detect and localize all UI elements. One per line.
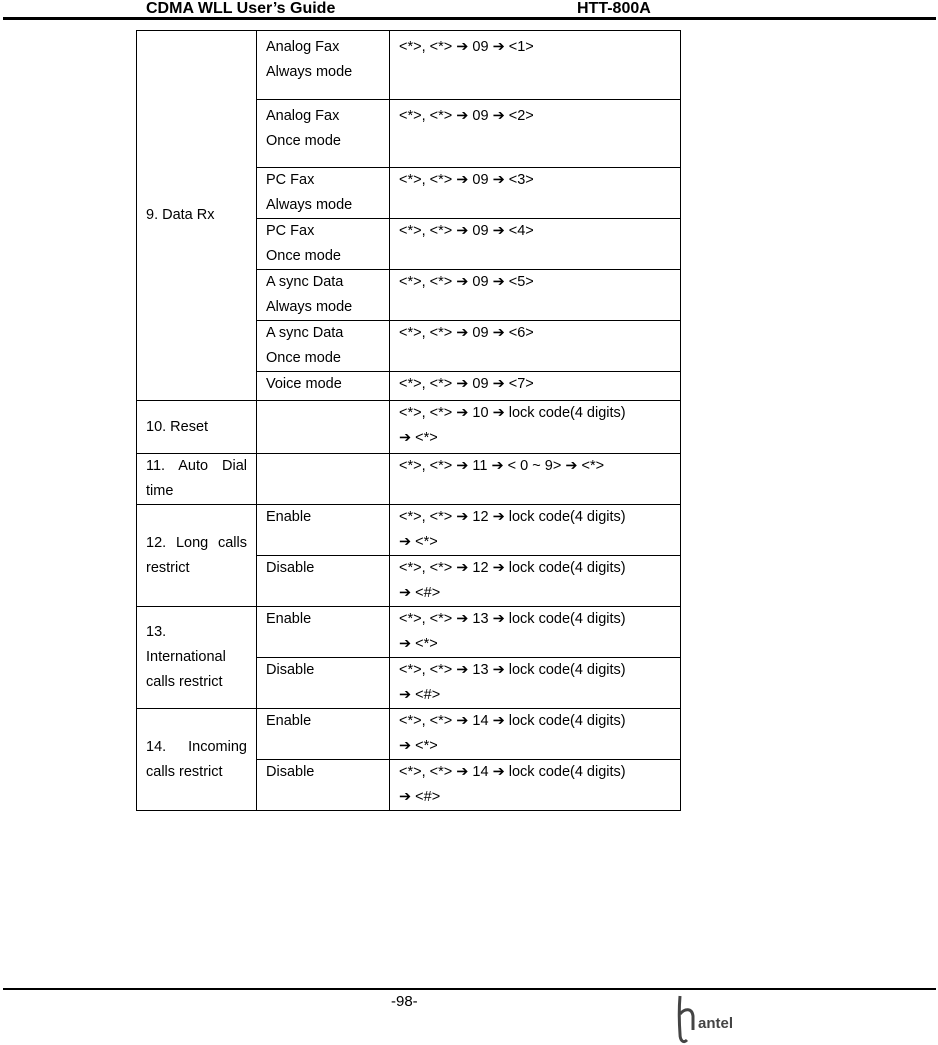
table-row <box>137 709 681 760</box>
table-row <box>137 454 681 505</box>
option-cell <box>257 505 390 556</box>
svg-text:antel: antel <box>698 1015 734 1032</box>
option-line1: PC Fax <box>266 172 315 188</box>
option-line2: Always mode <box>266 299 353 315</box>
footer-rule <box>3 988 936 990</box>
option-cell <box>257 270 390 321</box>
key-sequence: <*>, <*> ➔ 09 ➔ <1> <box>399 39 534 55</box>
option-cell <box>257 219 390 270</box>
category-cell <box>137 31 257 401</box>
category-cell <box>137 505 257 607</box>
key-sequence: <*>, <*> ➔ 12 ➔ lock code(4 digits) <box>399 560 626 576</box>
option-line1: Disable <box>266 764 315 780</box>
key-sequence-cell <box>390 658 681 709</box>
table-row <box>137 401 681 454</box>
key-sequence-cell <box>390 709 681 760</box>
key-sequence-cell <box>390 760 681 811</box>
option-line2: Once mode <box>266 248 341 264</box>
table-row <box>137 31 681 100</box>
category-cell <box>137 401 257 454</box>
key-sequence-cont: ➔ <*> <box>399 636 438 652</box>
key-sequence-cell <box>390 607 681 658</box>
category-cell <box>137 454 257 505</box>
key-sequence: <*>, <*> ➔ 09 ➔ <6> <box>399 325 534 341</box>
option-line1: Disable <box>266 560 315 576</box>
key-sequence: <*>, <*> ➔ 11 ➔ < 0 ~ 9> ➔ <*> <box>399 458 605 474</box>
model-name: HTT-800A <box>577 0 651 17</box>
key-sequence: <*>, <*> ➔ 09 ➔ <5> <box>399 274 534 290</box>
option-cell <box>257 556 390 607</box>
category-label: 12. Long calls restrict <box>146 534 247 576</box>
option-line1: Analog Fax <box>266 39 340 55</box>
option-line1: Enable <box>266 611 312 627</box>
option-cell <box>257 168 390 219</box>
key-sequence-cell <box>390 556 681 607</box>
key-sequence: <*>, <*> ➔ 12 ➔ lock code(4 digits) <box>399 509 626 525</box>
option-line2: Always mode <box>266 197 353 213</box>
option-line1: Voice mode <box>266 376 342 392</box>
option-line2: Once mode <box>266 350 341 366</box>
key-sequence-cell <box>390 505 681 556</box>
key-sequence: <*>, <*> ➔ 13 ➔ lock code(4 digits) <box>399 611 626 627</box>
page-number: -98- <box>391 993 418 1010</box>
option-line1: Analog Fax <box>266 108 340 124</box>
category-cell <box>137 607 257 709</box>
key-sequence-cont: ➔ <#> <box>399 789 441 805</box>
key-sequence-cont: ➔ <*> <box>399 430 438 446</box>
command-table <box>136 30 681 811</box>
key-sequence-cell <box>390 219 681 270</box>
option-line2: Always mode <box>266 64 353 80</box>
option-cell <box>257 658 390 709</box>
key-sequence-cell <box>390 270 681 321</box>
option-cell <box>257 31 390 100</box>
key-sequence: <*>, <*> ➔ 09 ➔ <4> <box>399 223 534 239</box>
table-row <box>137 607 681 658</box>
option-line1: A sync Data <box>266 325 344 341</box>
key-sequence-cont: ➔ <#> <box>399 585 441 601</box>
option-line1: Enable <box>266 509 312 525</box>
option-cell <box>257 607 390 658</box>
option-cell <box>257 321 390 372</box>
option-line1: Enable <box>266 713 312 729</box>
key-sequence: <*>, <*> ➔ 09 ➔ <2> <box>399 108 534 124</box>
category-label: 11. Auto Dial time <box>146 458 247 499</box>
option-line1: A sync Data <box>266 274 344 290</box>
hantel-logo <box>670 990 750 1045</box>
option-cell <box>257 454 390 505</box>
page-header <box>0 0 938 22</box>
option-cell <box>257 372 390 401</box>
category-label: 9. Data Rx <box>146 207 215 223</box>
doc-title: CDMA WLL User’s Guide <box>146 0 336 17</box>
key-sequence: <*>, <*> ➔ 10 ➔ lock code(4 digits) <box>399 405 626 421</box>
key-sequence: <*>, <*> ➔ 14 ➔ lock code(4 digits) <box>399 713 626 729</box>
key-sequence: <*>, <*> ➔ 09 ➔ <7> <box>399 376 534 392</box>
option-line2: Once mode <box>266 133 341 149</box>
option-line1: PC Fax <box>266 223 315 239</box>
key-sequence: <*>, <*> ➔ 13 ➔ lock code(4 digits) <box>399 662 626 678</box>
key-sequence-cell <box>390 401 681 454</box>
option-line1: Disable <box>266 662 315 678</box>
option-cell <box>257 100 390 168</box>
key-sequence-cont: ➔ <*> <box>399 738 438 754</box>
key-sequence-cell <box>390 31 681 100</box>
key-sequence: <*>, <*> ➔ 09 ➔ <3> <box>399 172 534 188</box>
category-label: 10. Reset <box>146 418 209 435</box>
option-cell <box>257 401 390 454</box>
key-sequence-cell <box>390 372 681 401</box>
key-sequence-cell <box>390 321 681 372</box>
key-sequence-cont: ➔ <#> <box>399 687 441 703</box>
header-rule <box>3 17 936 20</box>
key-sequence-cell <box>390 100 681 168</box>
category-label: 14. Incoming calls restrict <box>146 738 247 780</box>
category-label: 13. International calls restrict <box>146 624 226 690</box>
category-cell <box>137 709 257 811</box>
option-cell <box>257 709 390 760</box>
key-sequence: <*>, <*> ➔ 14 ➔ lock code(4 digits) <box>399 764 626 780</box>
key-sequence-cell <box>390 168 681 219</box>
key-sequence-cont: ➔ <*> <box>399 534 438 550</box>
table-row <box>137 505 681 556</box>
option-cell <box>257 760 390 811</box>
key-sequence-cell <box>390 454 681 505</box>
